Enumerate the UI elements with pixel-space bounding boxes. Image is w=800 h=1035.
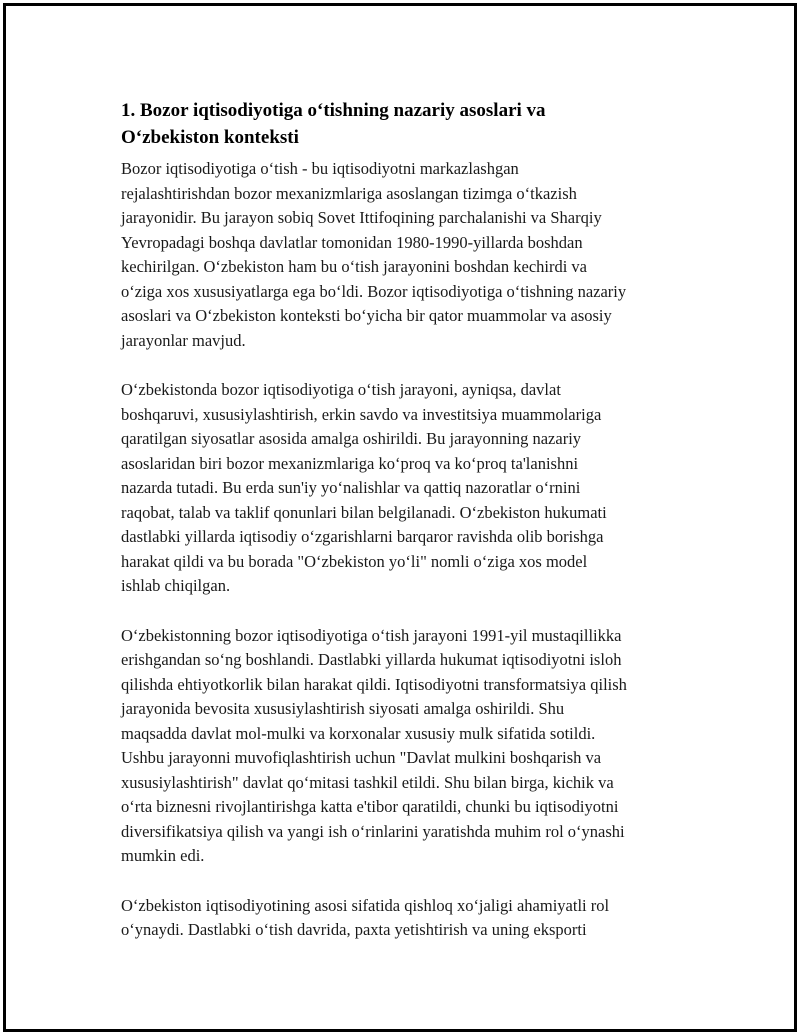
text-line: rejalashtirishdan bozor mexanizmlariga asoslangan tizimga o‘tkazish	[121, 183, 577, 203]
text-line: Yevropadagi boshqa davlatlar tomonidan 1980-1990-yillarda boshdan	[121, 232, 583, 252]
text-line: asoslari va O‘zbekiston konteksti bo‘yicha bir qator muammolar va asosiy	[121, 306, 612, 325]
page-frame	[3, 3, 797, 1032]
text-line: boshqaruvi, xususiylashtirish, erkin savdo va investitsiya muammolariga	[121, 404, 602, 424]
text-line: maqsadda davlat mol-mulki va korxonalar xususiy mulk sifatida sotildi.	[121, 723, 596, 743]
text-line: o‘ziga xos xususiyatlarga ega bo‘ldi. Bozor iqtisodiyotiga o‘tishning nazariy	[121, 281, 627, 301]
paragraph-1	[121, 157, 701, 353]
text-line: qaratilgan siyosatlar asosida amalga oshirildi. Bu jarayonning nazariy	[121, 429, 582, 448]
text-line: O‘zbekistonda bozor iqtisodiyotiga o‘tish jarayoni, ayniqsa, davlat	[121, 380, 561, 399]
text-line: qilishda ehtiyotkorlik bilan harakat qildi. Iqtisodiyotni transformatsiya qilish	[121, 674, 627, 694]
paragraph-2	[121, 378, 701, 599]
paragraph-4	[121, 894, 701, 943]
text-line: nazarda tutadi. Bu erda sun'iy yo‘nalishlar va qattiq nazoratlar o‘rnini	[121, 478, 581, 497]
text-line: raqobat, talab va taklif qonunlari bilan belgilanadi. O‘zbekiston hukumati	[121, 502, 607, 522]
text-line: o‘ynaydi. Dastlabki o‘tish davrida, paxta yetishtirish va uning eksporti	[121, 920, 587, 939]
text-line: asoslaridan biri bozor mexanizmlariga ko‘proq va ko‘proq ta'lanishni	[121, 453, 579, 473]
document-content	[121, 97, 701, 968]
text-line: O‘zbekiston iqtisodiyotining asosi sifatida qishloq xo‘jaligi ahamiyatli rol	[121, 895, 610, 915]
text-line: ishlab chiqilgan.	[121, 576, 231, 595]
text-line: jarayonlar mavjud.	[121, 330, 246, 350]
text-line: Bozor iqtisodiyotiga o‘tish - bu iqtisodiyotni markazlashgan	[121, 159, 519, 178]
text-line: dastlabki yillarda iqtisodiy o‘zgarishlarni barqaror ravishda olib borishga	[121, 527, 604, 546]
text-line: mumkin edi.	[121, 846, 205, 865]
text-line: diversifikatsiya qilish va yangi ish o‘rinlarini yaratishda muhim rol o‘ynashi	[121, 821, 625, 841]
heading-line: O‘zbekiston konteksti	[121, 127, 299, 148]
paragraph-3	[121, 624, 701, 869]
text-line: jarayonida bevosita xususiylashtirish siyosati amalga oshirildi. Shu	[121, 699, 565, 718]
text-line: Ushbu jarayonni muvofiqlashtirish uchun "Davlat mulkini boshqarish va	[121, 748, 602, 767]
text-line: erishgandan so‘ng boshlandi. Dastlabki yillarda hukumat iqtisodiyotni isloh	[121, 650, 622, 669]
text-line: jarayonidir. Bu jarayon sobiq Sovet Ittifoqining parchalanishi va Sharqiy	[121, 208, 602, 227]
text-line: harakat qildi va bu borada "O‘zbekiston yo‘li" nomli o‘ziga xos model	[121, 551, 588, 571]
heading-line: 1. Bozor iqtisodiyotiga o‘tishning nazariy asoslari va	[121, 100, 546, 121]
text-line: kechirilgan. O‘zbekiston ham bu o‘tish jarayonini boshdan kechirdi va	[121, 257, 588, 276]
text-line: xususiylashtirish" davlat qo‘mitasi tashkil etildi. Shu bilan birga, kichik va	[121, 772, 614, 792]
text-line: o‘rta biznesni rivojlantirishga katta e'tibor qaratildi, chunki bu iqtisodiyotni	[121, 797, 619, 816]
section-heading	[121, 97, 701, 151]
text-line: O‘zbekistonning bozor iqtisodiyotiga o‘tish jarayoni 1991-yil mustaqillikka	[121, 625, 622, 645]
